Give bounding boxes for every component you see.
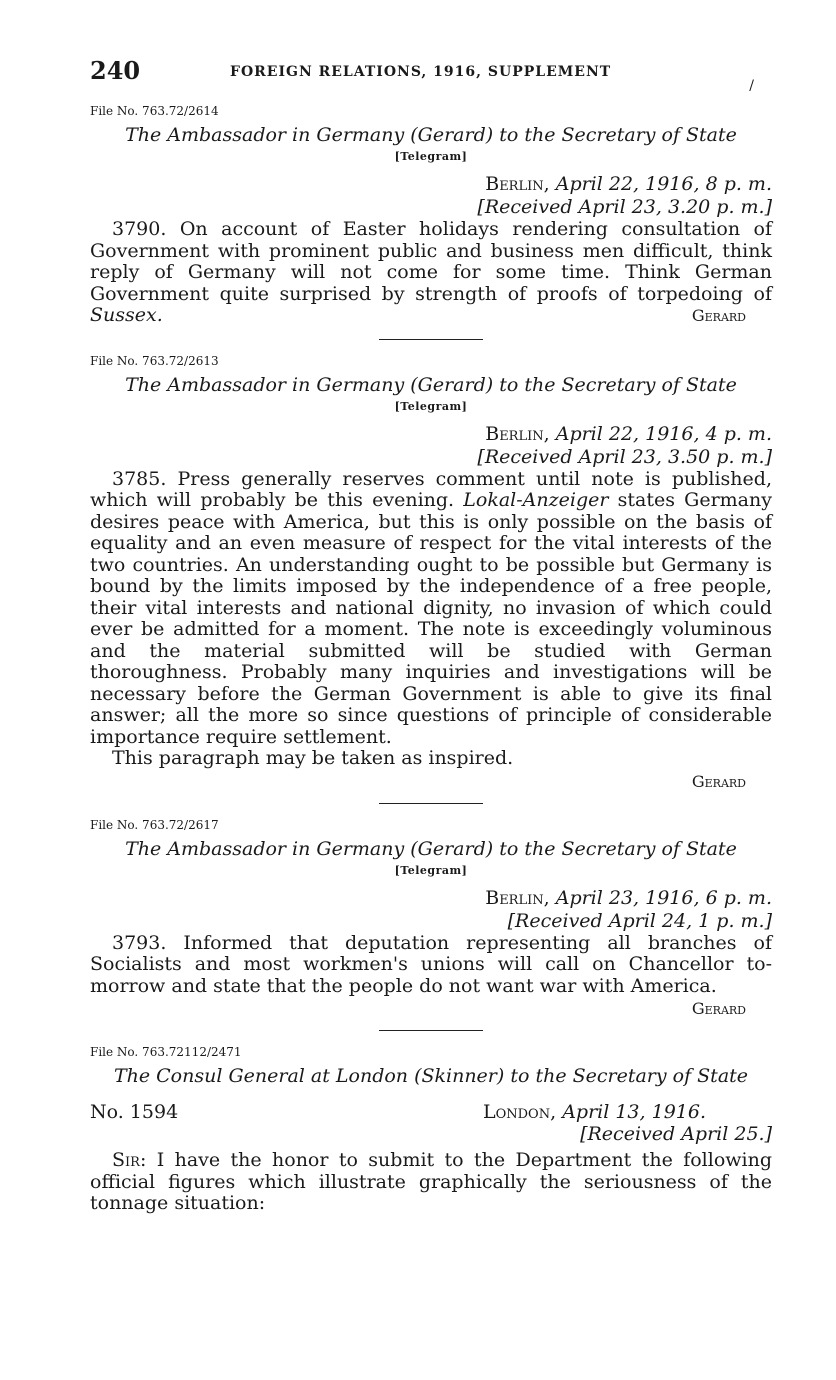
- despatch-number: No. 1594: [90, 1101, 179, 1123]
- dateline-date: April 23, 1916, 6 p. m.: [555, 886, 772, 909]
- paragraph: 3793. Informed that deputation representing all branches of Socialists and most workmen's unions will call on Chancellor to-morrow and state that the people do not want war with America.: [90, 931, 772, 997]
- running-title: FOREIGN RELATIONS, 1916, SUPPLEMENT: [230, 64, 612, 80]
- dateline: [90, 1123, 772, 1146]
- dateline-place: London,: [482, 1101, 557, 1123]
- section-divider: [379, 803, 483, 804]
- page: [90, 56, 772, 1215]
- signature: Gerard: [691, 771, 746, 791]
- running-header: [90, 56, 772, 96]
- file-number: File No. 763.72/2617: [90, 817, 219, 832]
- dateline-place: Berlin,: [485, 422, 550, 445]
- section-divider: [379, 1030, 483, 1031]
- signature: Gerard: [691, 306, 746, 325]
- dateline-date: April 22, 1916, 8 p. m.: [555, 173, 772, 195]
- telegram-label: [Telegram]: [394, 399, 468, 413]
- document-heading: The Consul General at London (Skinner) to the Secretary of State: [113, 1065, 749, 1087]
- telegram-label: [Telegram]: [394, 863, 468, 877]
- paragraph: [90, 219, 772, 327]
- dateline: [90, 887, 772, 933]
- received-line: [Received April 23, 3.20 p. m.]: [477, 196, 772, 218]
- file-number: File No. 763.72/2613: [90, 353, 219, 368]
- document-body: [90, 933, 772, 998]
- paragraph-text-cont: states Germany desires peace with America, but this is only possible on the basis of equality and an even measure of respect for the vital interests of the two countries. An understanding ought to be possible but Germany is bound by the limits imposed by the independence of a free people, their vital interests and national dignity, no invasion of which could ever be admitted for a moment. The note is exceedingly voluminous and the material submitted will be studied with German thoroughness. Probably many inquiries and investigations will be necessary before the German Government is able to give its final answer; all the more so since questions of principle of considerable importance require settlement.: [90, 489, 772, 748]
- telegram-label: [Telegram]: [394, 150, 468, 163]
- file-number: File No. 763.72/2614: [90, 104, 219, 118]
- dateline: [90, 423, 772, 469]
- document-body: [90, 1150, 772, 1215]
- document-heading: The Ambassador in Germany (Gerard) to the Secretary of State: [125, 373, 737, 396]
- file-number: File No. 763.72112/2471: [90, 1045, 242, 1059]
- paragraph-text: 3785. Press generally reserves comment until note is published, which will probably be this evening.: [90, 467, 772, 511]
- dateline-place: Berlin,: [485, 173, 550, 195]
- ship-name: Sussex.: [90, 304, 163, 326]
- received-line: [Received April 24, 1 p. m.]: [507, 909, 772, 932]
- number-dateline-row: [90, 1101, 772, 1123]
- received-line: [Received April 23, 3.50 p. m.]: [477, 445, 772, 468]
- paragraph-text: I have the honor to submit to the Department the following official figures which illustrate graphically the seriousness of the tonnage situation:: [90, 1149, 772, 1214]
- document-2: [90, 354, 772, 791]
- section-divider: [379, 339, 483, 340]
- document-1: [90, 104, 772, 327]
- received-line: [Received April 25.]: [580, 1123, 772, 1145]
- document-3: [90, 818, 772, 1019]
- paragraph: [90, 1150, 772, 1215]
- dateline-date: April 22, 1916, 4 p. m.: [555, 422, 772, 445]
- signature: Gerard: [691, 999, 746, 1018]
- document-heading: The Ambassador in Germany (Gerard) to the Secretary of State: [125, 837, 737, 860]
- dateline-place: Berlin,: [485, 886, 550, 909]
- page-number: 240: [90, 56, 141, 85]
- paragraph-text: 3790. On account of Easter holidays rendering consultation of Government with prominent public and business men difficult, think reply of Germany will not come for some time. Think German Government quite surprised by strength of proofs of torpedoing of: [90, 218, 772, 305]
- margin-mark: /: [749, 78, 754, 94]
- dateline: [90, 173, 772, 219]
- newspaper-name: Lokal-Anzeiger: [463, 489, 609, 511]
- salutation: Sir:: [112, 1149, 147, 1171]
- document-body: [90, 469, 772, 770]
- document-heading: The Ambassador in Germany (Gerard) to the Secretary of State: [125, 124, 737, 146]
- document-body: [90, 219, 772, 327]
- document-4: [90, 1045, 772, 1215]
- dateline-date: April 13, 1916.: [562, 1101, 706, 1123]
- paragraph: This paragraph may be taken as inspired.: [112, 747, 514, 769]
- paragraph: [90, 469, 772, 749]
